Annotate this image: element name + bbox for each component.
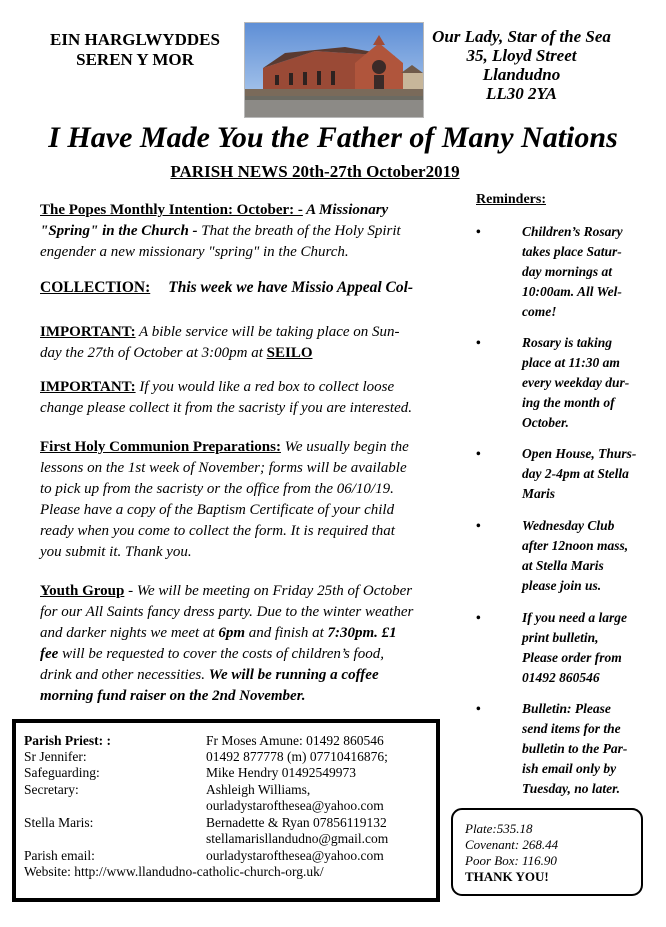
reminders-heading: Reminders: [476,192,546,207]
stella-label: Stella Maris: [24,815,94,830]
intention-text2: engender a new missionary "spring" in the Church. [40,244,349,260]
communion-text3: to pick up from the sacristy or the office from the 06/10/19. [40,481,394,497]
secretary-label: Secretary: [24,782,79,797]
reminder-line: place at 11:30 am [522,355,620,370]
stella-email: stellamarisllandudno@gmail.com [206,831,389,846]
youth-text4: will be requested to cover the costs of children’s food, [58,646,384,662]
church-name-line1: EIN HARGLWYDDES [50,30,220,49]
contacts-box [12,719,440,902]
secretary-email: ourladystarofthesea@yahoo.com [206,798,384,813]
reminder-line: day mornings at [522,264,613,279]
first-communion [40,437,443,563]
reminder-line: Maris [522,486,556,501]
youth-coffee-morning: We will be running a coffee [208,667,379,683]
reminder-line: please join us. [522,578,602,593]
priest-label: Parish Priest: : [24,733,111,748]
communion-text1: We usually begin the [280,439,409,455]
reminder-line: Bulletin: Please [522,701,611,716]
covenant-total: Covenant: 268.44 [465,837,559,852]
intention-heading: The Popes Monthly Intention: October: - [40,202,303,218]
intention-spring: "Spring" in the Church - [40,223,202,239]
reminder-line: Wednesday Club [522,518,615,533]
bible-service-text1: A bible service will be taking place on Sun- [135,324,400,340]
parish-email-value: ourladystarofthesea@yahoo.com [206,848,384,863]
seilo-place: SEILO [266,345,313,361]
address-line4: LL30 2YA [486,84,557,103]
priest-value: Fr Moses Amune: 01492 860546 [206,733,384,748]
reminder-line: If you need a large [522,610,627,625]
church-photo-drawing [245,23,423,117]
youth-time-start: 6pm [218,625,245,641]
secretary-name: Ashleigh Williams, [206,782,311,797]
church-photo [244,22,424,118]
collection [40,277,443,298]
reminder-line: print bulletin, [522,630,599,645]
youth-text1: - We will be meeting on Friday 25th of October [124,583,413,599]
reminder-line: after 12noon mass, [522,538,629,553]
church-name-line2: SEREN Y MOR [76,50,194,69]
important-heading-1: IMPORTANT: [40,324,136,340]
reminder-line: send items for the [522,721,621,736]
parish-news-title: PARISH NEWS 20th-27th October2019 [170,162,460,181]
collection-heading: COLLECTION: [40,279,151,296]
important-bible-service [40,322,443,364]
youth-fund-raiser: morning fund raiser on the 2nd November. [40,688,306,704]
address-line3: Llandudno [482,65,561,84]
reminder-line: Rosary is taking [522,335,613,350]
collection-text: This week we have Missio Appeal Col- [168,279,414,296]
reminder-line: at Stella Maris [522,558,604,573]
church-welsh-name [30,30,240,70]
bullet-icon: • [476,518,481,533]
address-line1: Our Lady, Star of the Sea [432,27,611,46]
youth-fee-amount: £1 [377,625,397,641]
sister-value: 01492 877778 (m) 07710416876; [206,749,388,764]
communion-text6: you submit it. Thank you. [40,544,192,560]
reminder-line: Children’s Rosary [522,224,623,239]
bullet-icon: • [476,701,481,716]
red-box-text2: change please collect it from the sacristy if you are interested. [40,400,412,416]
bullet-icon: • [476,446,481,461]
intention-text1: That the breath of the Holy Spirit [201,223,401,239]
reminder-line: come! [522,304,557,319]
youth-text2: for our All Saints fancy dress party. Due to the winter weather [40,604,414,620]
bible-service-text2: day the 27th of October at 3:00pm at [40,345,267,361]
address-line2: 35, Lloyd Street [466,46,577,65]
stella-contact: Bernadette & Ryan 07856119132 [206,815,387,830]
red-box-text1: If you would like a red box to collect loose [135,379,395,395]
reminder-line: Tuesday, no later. [522,781,621,796]
reminder-line: takes place Satur- [522,244,622,259]
safeguarding-label: Safeguarding: [24,765,100,780]
main-title: I Have Made You the Father of Many Nations [48,121,618,154]
communion-text2: lessons on the 1st week of November; forms will be available [40,460,407,476]
communion-heading: First Holy Communion Preparations: [40,439,281,455]
youth-heading: Youth Group [40,583,125,599]
youth-time-end: 7:30pm. [327,625,378,641]
website-link[interactable]: Website: http://www.llandudno-catholic-church-org.uk/ [24,864,324,879]
church-address [424,27,619,103]
reminder-line: bulletin to the Par- [522,741,628,756]
reminder-line: 01492 860546 [522,670,600,685]
thank-you: THANK YOU! [465,869,549,884]
communion-text5: ready when you come to collect the form. It is required that [40,523,395,539]
reminder-line: day 2-4pm at Stella [522,466,629,481]
reminder-line: Open House, Thurs- [522,446,637,461]
reminder-line: ing the month of [522,395,615,410]
reminder-line: October. [522,415,569,430]
safeguarding-value: Mike Hendry 01492549973 [206,765,356,780]
reminder-line: every weekday dur- [522,375,630,390]
youth-fee-word: fee [40,646,59,662]
parish-email-label: Parish email: [24,848,95,863]
bullet-icon: • [476,224,481,239]
reminder-line: Please order from [522,650,622,665]
popes-intention [40,200,443,263]
communion-text4: Please have a copy of the Baptism Certificate of your child [40,502,395,518]
intention-subject: A Missionary [302,202,389,218]
important-red-box [40,377,443,419]
reminder-line: ish email only by [522,761,617,776]
sister-label: Sr Jennifer: [24,749,87,764]
youth-group [40,581,443,707]
bullet-icon: • [476,610,481,625]
reminder-line: 10:00am. All Wel- [522,284,622,299]
youth-text5a: drink and other necessities. [40,667,209,683]
youth-text3c: and finish at [244,625,328,641]
collection-totals-box [451,808,643,896]
bullet-icon: • [476,335,481,350]
poor-box-total: Poor Box: 116.90 [465,853,557,868]
plate-total: Plate:535.18 [465,821,533,836]
important-heading-2: IMPORTANT: [40,379,136,395]
youth-text3a: and darker nights we meet at [40,625,219,641]
